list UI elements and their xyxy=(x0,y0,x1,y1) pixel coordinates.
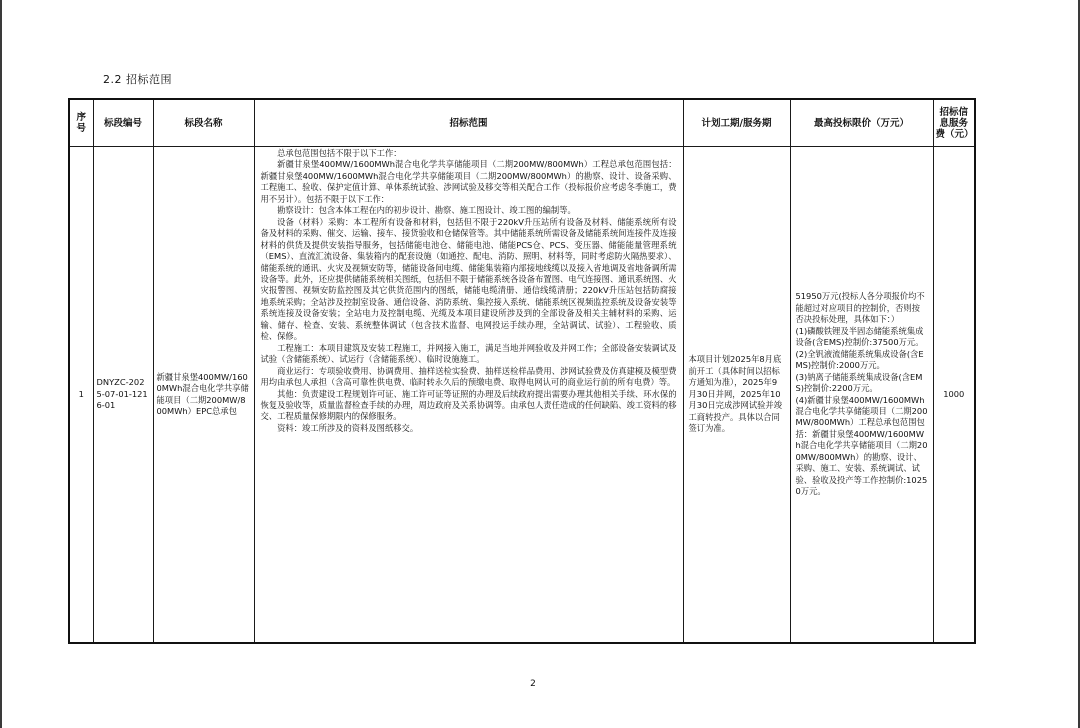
header-seq: 序号 xyxy=(69,99,93,147)
page-left-edge xyxy=(0,0,2,728)
scope-paragraph: 资料：竣工所涉及的资料及图纸移交。 xyxy=(277,422,419,433)
scope-paragraph: 设备（材料）采购：本工程所有设备和材料，包括但不限于220kV升压站所有设备及材料、储能系统所有设备及材料的采购、催交、运输、接车、接货验收和仓储保管等。其中储能系统所需设备及储能系统间连接件及连接材料的供货及提供安装指导服务，包括储能电池仓、储能电池、储能PCS仓、PCS、变压器、储能能量管理系统（EMS）、直流汇流设备、集装箱内的配套设施（如通控、配电、消防、照明、材料等，同时考虑防火隔热要求）、储能系统的通讯、火灾及视频安防等，储能设备间电缆、储能集装箱内部接地线缆以及接入省地调及省地备调所需设备等。此外，还应提供储能系统相关图纸，包括但不限于储能系统各设备布置图、电气连接图、通讯系统图、火灾报警图、视频安防监控图及其它供货范围内的图纸，储能电缆清册、通信线缆清册；220kV升压站包括防腐接地系统采购；全站涉及控制室设备、通信设备、消防系统、集控接入系统、储能系统区视频监控系统及设备安装等系统连接及设备安装；全站电力及控制电缆、光缆及本项目建设所涉及到的全部设备及相关主辅材料的采购、运输、储存、检查、安装、系统整体调试（包含技术监督、电网投运手续办理，全站调试、试验）、工程验收、质检、保修。 xyxy=(260,216,677,342)
cell-price: 51950万元(投标人各分项报价均不能超过对应项目的控制价，否则按否决投标处理，具体如下：） (1)磷酸铁锂及半固态储能系统集成设备(含EMS)控制价:37500万元。 (2)全钒液流储能系统集成设备(含EMS)控制价:2000万元。 (3)钠离子储能系统集成设备(含EMS)控制价:2200万元。 (4)新疆甘泉堡400MW/1600MWh混合电化学共享储能项目（二期200MW/800MWh）工程总承包范围包括：新疆甘泉堡400MW/1600MWh混合电化学共享储能项目（二期200MW/800MWh）的勘察、设计、采购、施工、安装、系统调试、试验、验收及投产等工作控制价:10250万元。 xyxy=(790,147,933,644)
cell-period: 本项目计划2025年8月底前开工（具体时间以招标方通知为准），2025年9月30日并网，2025年10月30日完成涉网试验并竣工商转投产。具体以合同签订为准。 xyxy=(683,147,790,644)
scope-paragraph: 新疆甘泉堡400MW/1600MWh混合电化学共享储能项目（二期200MW/800MWh）工程总承包范围包括：新疆甘泉堡400MW/1600MWh混合电化学共享储能项目（二期200MW/800MWh）的勘察、设计、设备采购、工程施工、验收、保护定值计算、单体系统试验、涉网试验及移交等相关配合工作（投标报价应考虑冬季施工，费用不另计）。包括不限于以下工作： xyxy=(260,159,677,204)
scope-paragraph: 商业运行：专项验收费用、协调费用、抽样送检实验费、抽样送检样品费用、涉网试验费及仿真建模及模型费用均由承包人承担（含高可靠性供电费、临时转永久后的预缴电费、取得电网认可的商业运行前的所有电费）等。 xyxy=(260,365,677,388)
bid-scope-table xyxy=(68,98,976,644)
scope-paragraph: 勘察设计：包含本体工程在内的初步设计、勘察、施工图设计、竣工图的编制等。 xyxy=(277,205,576,216)
page-number: 2 xyxy=(530,679,536,689)
scope-paragraph: 总承包范围包括不限于以下工作： xyxy=(277,148,402,158)
header-code: 标段编号 xyxy=(93,99,153,147)
header-fee: 招标信息服务费（元） xyxy=(933,99,975,147)
header-scope: 招标范围 xyxy=(254,99,683,147)
cell-fee: 1000 xyxy=(933,147,975,644)
header-price: 最高投标限价（万元） xyxy=(790,99,933,147)
header-period: 计划工期/服务期 xyxy=(683,99,790,147)
scope-paragraph: 其他：负责建设工程规划许可证、施工许可证等证照的办理及后续政府提出需要办理其他相关手续、环水保的恢复及验收等，质量监督检查手续的办理，周边政府及关系协调等。由承包人责任造成的任何缺陷、竣工资料的移交、工程质量保修期限内的保修服务。 xyxy=(260,388,677,422)
scope-paragraph: 工程施工：本项目建筑及安装工程施工，并网接入施工，满足当地并网验收及并网工作；全部设备安装调试及试验（含储能系统）、试运行（含储能系统）、临时设施施工。 xyxy=(260,342,677,365)
cell-code: DNYZC-2025-07-01-1216-01 xyxy=(93,147,153,644)
table-row xyxy=(69,147,975,644)
table-header-row xyxy=(69,99,975,147)
cell-seq: 1 xyxy=(69,147,93,644)
section-heading: 2.2 招标范围 xyxy=(103,73,172,86)
cell-name: 新疆甘泉堡400MW/1600MWh混合电化学共享储能项目（二期200MW/800MWh）EPC总承包 xyxy=(153,147,254,644)
header-name: 标段名称 xyxy=(153,99,254,147)
cell-scope xyxy=(254,147,683,644)
